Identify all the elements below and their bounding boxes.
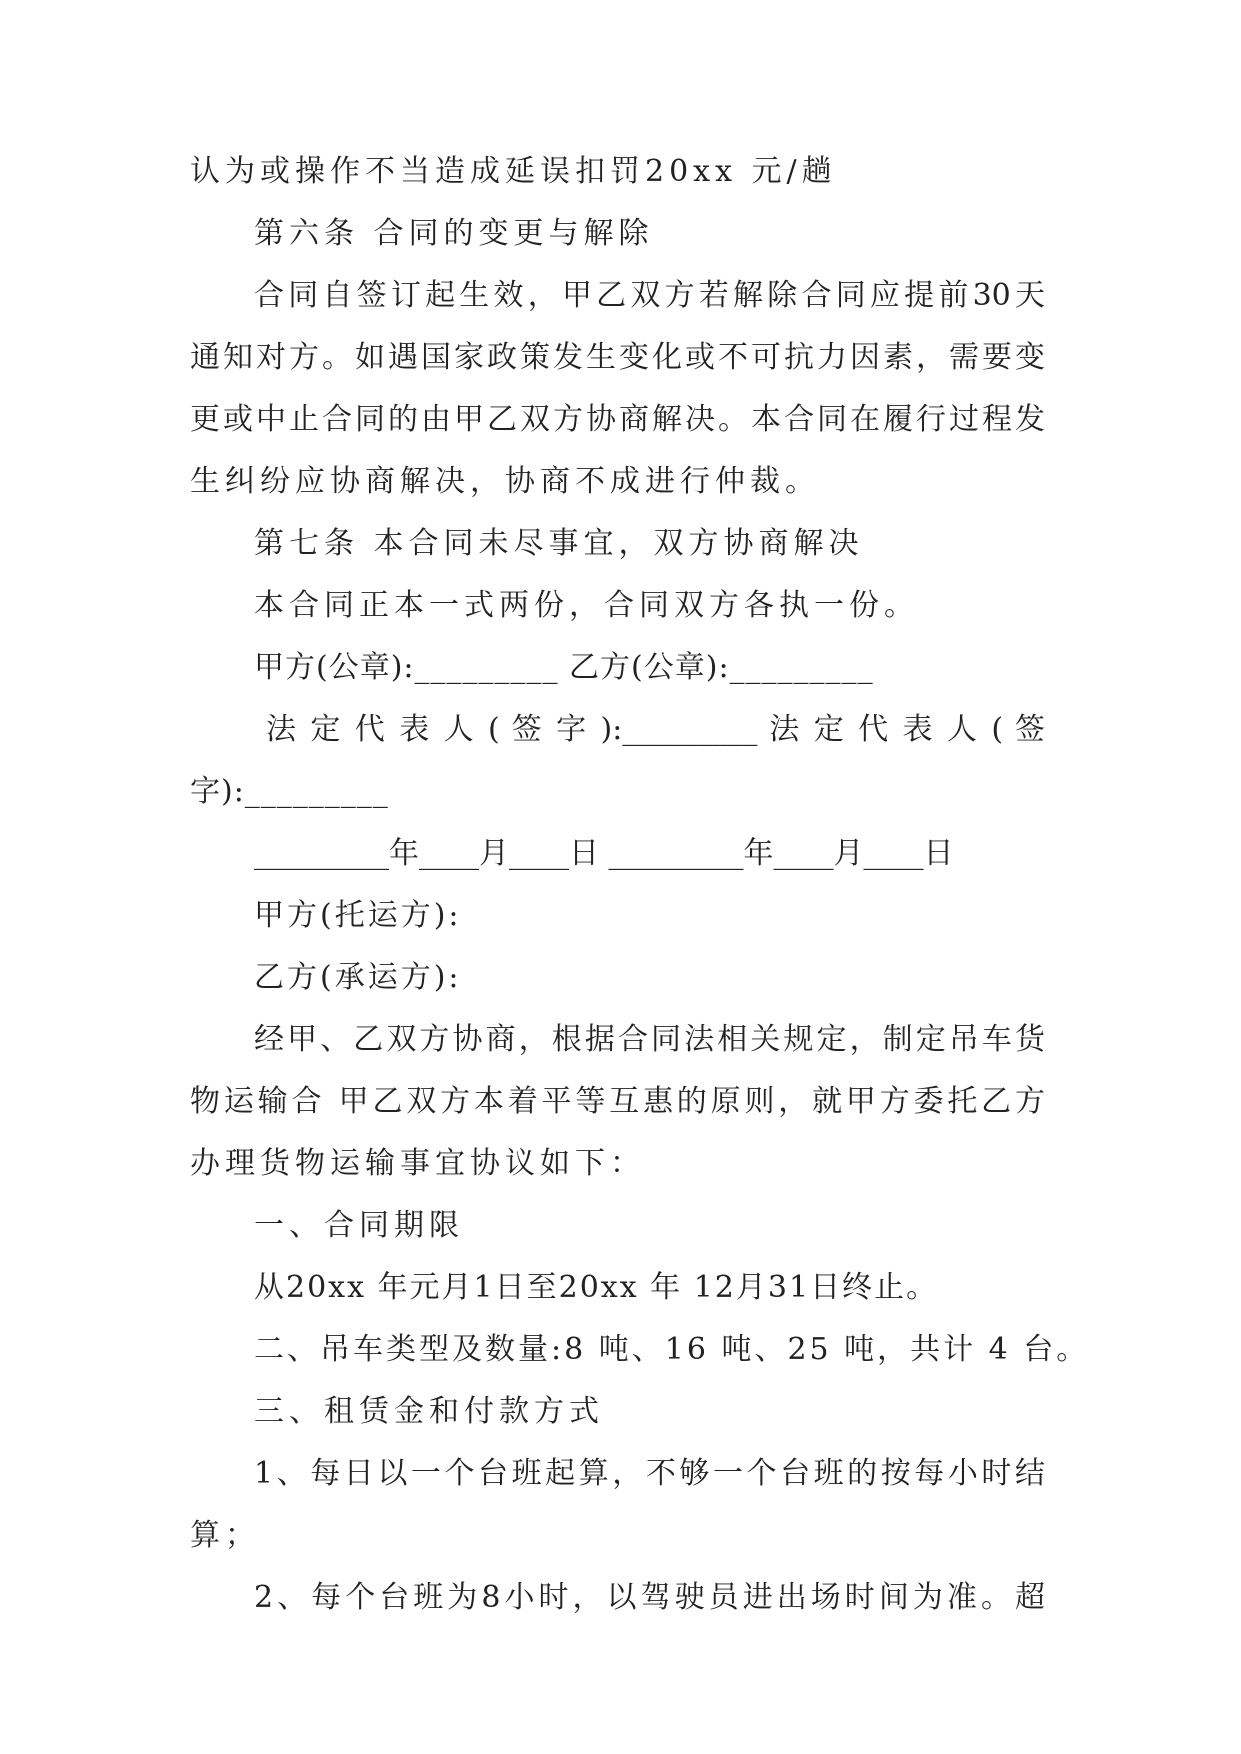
party-label: 乙方(承运方): [254,960,462,995]
section-heading: 第七条 本合同未尽事宜，双方协商解决 [254,526,864,561]
section-heading: 第六条 合同的变更与解除 [254,216,654,251]
text-line: 本合同正本一式两份，合同双方各执一份。 [254,588,919,623]
signature-line: 甲方(公章):_________ 乙方(公章):_________ [254,650,874,685]
party-label: 甲方(托运方): [254,898,462,933]
text-line: 经甲、乙双方协商，根据合同法相关规定，制定吊车货 [254,1022,1045,1057]
section-heading: 三、租赁金和付款方式 [254,1394,604,1429]
text-line: 办理货物运输事宜协议如下： [190,1146,645,1181]
section-heading: 二、吊车类型及数量:8 吨、16 吨、25 吨，共计 4 台。 [254,1332,1090,1367]
text-line: 算； [190,1518,260,1553]
signature-line: 法 定 代 表 人 ( 签 字 ):_________ 法 定 代 表 人 ( 签 [266,712,1045,747]
date-line: _________年____月____日 _________年____月____日 [254,836,954,871]
text-line: 生纠纷应协商解决，协商不成进行仲裁。 [190,464,820,499]
text-line: 物运输合 甲乙双方本着平等互惠的原则，就甲方委托乙方 [190,1084,1045,1119]
signature-line: 字):_________ [190,774,389,809]
text-line: 合同自签订起生效，甲乙双方若解除合同应提前30天 [254,278,1045,313]
text-line: 认为或操作不当造成延误扣罚20xx 元/趟 [190,154,837,189]
text-line: 更或中止合同的由甲乙双方协商解决。本合同在履行过程发 [190,402,1045,437]
section-heading: 一、合同期限 [254,1208,464,1243]
text-line: 从20xx 年元月1日至20xx 年 12月31日终止。 [254,1270,939,1305]
text-line: 1、每日以一个台班起算，不够一个台班的按每小时结 [254,1456,1045,1491]
text-line: 2、每个台班为8小时，以驾驶员进出场时间为准。超 [254,1580,1045,1615]
text-line: 通知对方。如遇国家政策发生变化或不可抗力因素，需要变 [190,340,1045,375]
